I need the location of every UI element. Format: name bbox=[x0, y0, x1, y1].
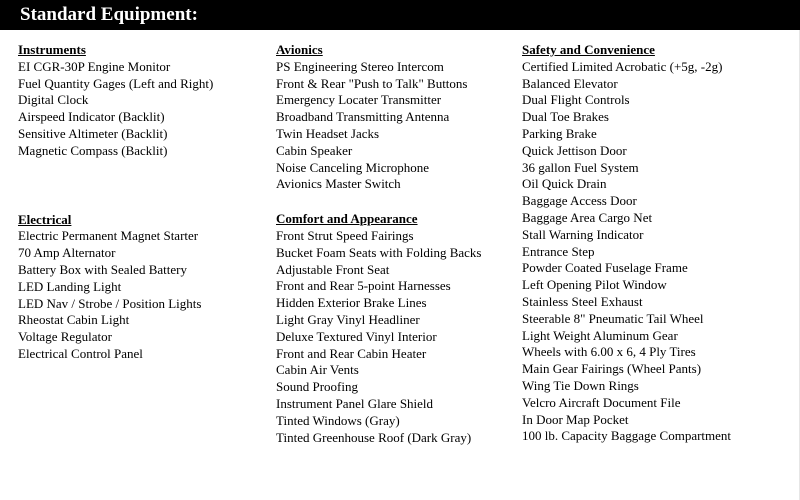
list-item: Noise Canceling Microphone bbox=[276, 159, 430, 175]
list-item: 100 lb. Capacity Baggage Compartment bbox=[522, 428, 732, 444]
list-item: Left Opening Pilot Window bbox=[522, 277, 667, 293]
list-item: Parking Brake bbox=[522, 125, 597, 141]
list-item: Steerable 8" Pneumatic Tail Wheel bbox=[522, 310, 704, 326]
section-title-safety-and-convenience: Safety and Convenience bbox=[522, 42, 655, 57]
list-item: Instrument Panel Glare Shield bbox=[276, 395, 434, 411]
list-item: Magnetic Compass (Backlit) bbox=[18, 142, 168, 158]
list-item: Deluxe Textured Vinyl Interior bbox=[276, 328, 437, 344]
list-item: Broadband Transmitting Antenna bbox=[276, 109, 450, 125]
list-item: Powder Coated Fuselage Frame bbox=[522, 260, 688, 276]
list-item: Bucket Foam Seats with Folding Backs bbox=[276, 244, 482, 260]
list-item: Adjustable Front Seat bbox=[276, 261, 390, 277]
list-item: Digital Clock bbox=[18, 92, 89, 108]
section-title-avionics: Avionics bbox=[276, 42, 323, 57]
list-item: Oil Quick Drain bbox=[522, 176, 607, 192]
list-item: Fuel Quantity Gages (Left and Right) bbox=[18, 75, 214, 91]
list-item: Stainless Steel Exhaust bbox=[522, 293, 643, 309]
list-item: Hidden Exterior Brake Lines bbox=[276, 295, 427, 311]
column-3 bbox=[522, 42, 792, 445]
list-item: Quick Jettison Door bbox=[522, 142, 627, 158]
list-item: Sound Proofing bbox=[276, 379, 358, 395]
list-item: Light Gray Vinyl Headliner bbox=[276, 311, 420, 327]
list-item: Battery Box with Sealed Battery bbox=[18, 261, 187, 277]
list-item: Light Weight Aluminum Gear bbox=[522, 327, 678, 343]
list-item: Entrance Step bbox=[522, 243, 595, 259]
list-item: In Door Map Pocket bbox=[522, 411, 629, 427]
section-avionics bbox=[276, 42, 516, 193]
list-item: Baggage Area Cargo Net bbox=[522, 209, 653, 225]
list-item: Avionics Master Switch bbox=[276, 176, 401, 192]
list-item: Stall Warning Indicator bbox=[522, 226, 644, 242]
list-item: Baggage Access Door bbox=[522, 193, 637, 209]
list-item: Balanced Elevator bbox=[522, 75, 618, 91]
section-title-instruments: Instruments bbox=[18, 42, 86, 57]
list-item: Electrical Control Panel bbox=[18, 345, 143, 361]
list-item: Wheels with 6.00 x 6, 4 Ply Tires bbox=[522, 344, 696, 360]
list-item: Electric Permanent Magnet Starter bbox=[18, 228, 199, 244]
column-1 bbox=[18, 42, 268, 363]
list-item: Tinted Windows (Gray) bbox=[276, 412, 400, 428]
section-instruments bbox=[18, 42, 268, 160]
list-item: Cabin Speaker bbox=[276, 142, 353, 158]
list-item: Certified Limited Acrobatic (+5g, -2g) bbox=[522, 58, 723, 74]
list-item: Dual Toe Brakes bbox=[522, 109, 609, 125]
list-item: Twin Headset Jacks bbox=[276, 125, 380, 141]
list-item: Velcro Aircraft Document File bbox=[522, 394, 681, 410]
list-item: 70 Amp Alternator bbox=[18, 245, 116, 261]
section-safety-and-convenience bbox=[522, 42, 792, 445]
list-item: EI CGR-30P Engine Monitor bbox=[18, 58, 171, 74]
section-electrical bbox=[18, 212, 268, 363]
list-item: Front and Rear Cabin Heater bbox=[276, 345, 427, 361]
page-title: Standard Equipment: bbox=[20, 4, 198, 25]
list-item: Emergency Locater Transmitter bbox=[276, 92, 442, 108]
list-item: LED Landing Light bbox=[18, 278, 122, 294]
section-title-comfort-and-appearance: Comfort and Appearance bbox=[276, 211, 418, 227]
list-item: Front and Rear 5-point Harnesses bbox=[276, 278, 451, 294]
list-item: Main Gear Fairings (Wheel Pants) bbox=[522, 361, 702, 377]
list-item: Front & Rear "Push to Talk" Buttons bbox=[276, 75, 468, 91]
list-item: Tinted Greenhouse Roof (Dark Gray) bbox=[276, 429, 472, 445]
list-item: Cabin Air Vents bbox=[276, 362, 359, 378]
list-item: Dual Flight Controls bbox=[522, 92, 630, 108]
list-item: Sensitive Altimeter (Backlit) bbox=[18, 125, 168, 141]
header-bar bbox=[0, 0, 800, 30]
column-2 bbox=[276, 42, 516, 446]
section-comfort-and-appearance bbox=[276, 211, 516, 446]
list-item: Voltage Regulator bbox=[18, 329, 112, 345]
list-item: LED Nav / Strobe / Position Lights bbox=[18, 295, 202, 311]
list-item: 36 gallon Fuel System bbox=[522, 159, 639, 175]
section-title-electrical: Electrical bbox=[18, 211, 72, 227]
list-item: PS Engineering Stereo Intercom bbox=[276, 58, 444, 74]
list-item: Rheostat Cabin Light bbox=[18, 312, 130, 328]
list-item: Wing Tie Down Rings bbox=[522, 377, 639, 393]
list-item: Front Strut Speed Fairings bbox=[276, 227, 414, 243]
list-item: Airspeed Indicator (Backlit) bbox=[18, 109, 165, 125]
